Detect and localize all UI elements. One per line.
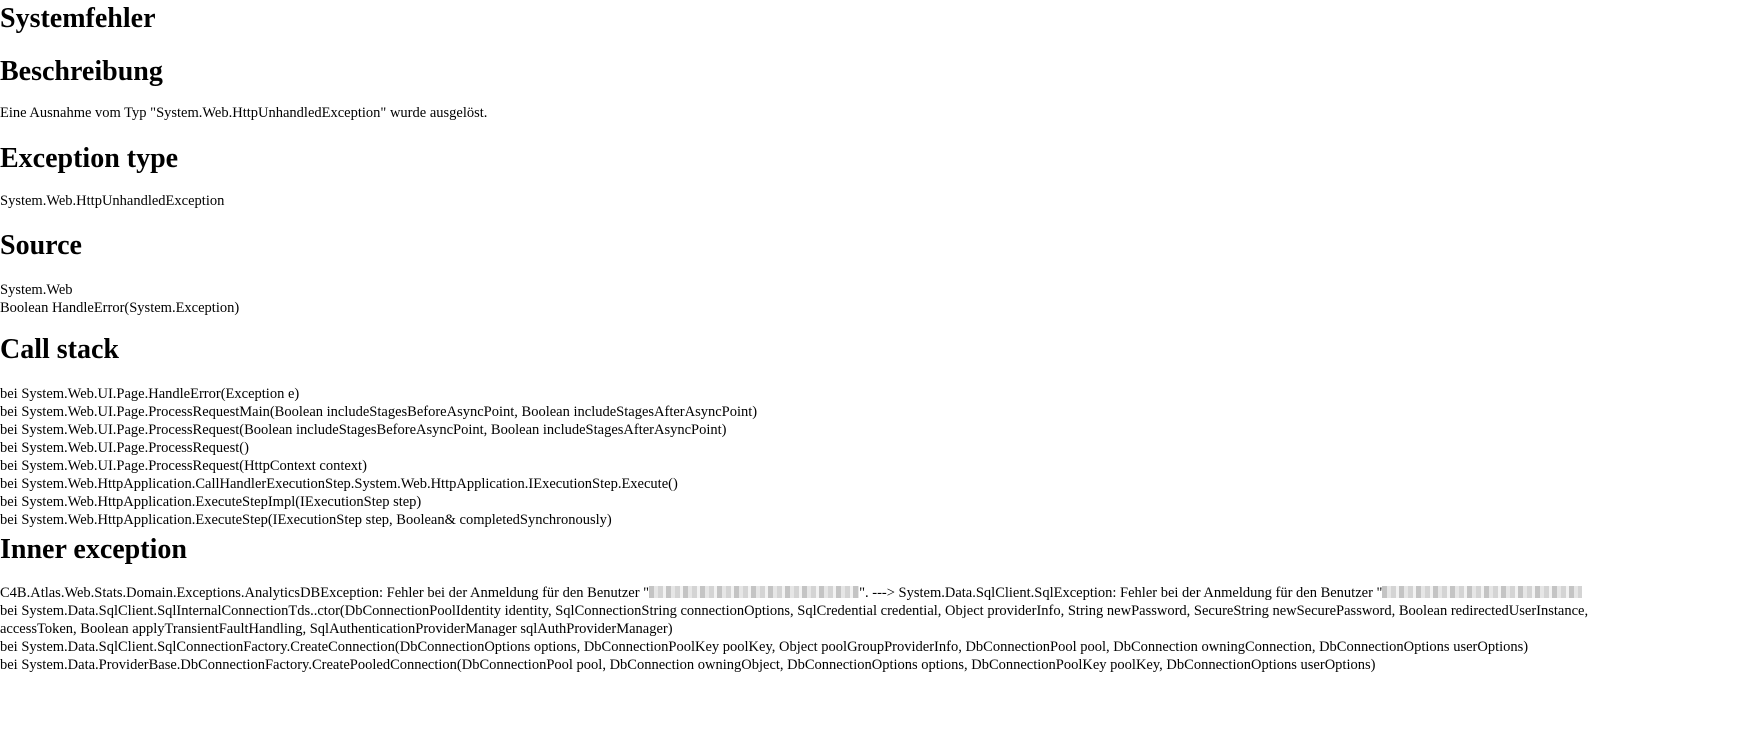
- source-heading: Source: [0, 230, 82, 261]
- call-stack-line: bei System.Web.UI.Page.HandleError(Exception e): [0, 386, 300, 402]
- exception-type-heading: Exception type: [0, 143, 179, 174]
- call-stack-line: bei System.Web.UI.Page.ProcessRequest(Boolean includeStagesBeforeAsyncPoint, Boolean includeStagesAfterAsyncPoint): [0, 422, 727, 438]
- inner-exception-block: [0, 584, 1588, 674]
- source-assembly: System.Web: [0, 282, 73, 298]
- description-text: Eine Ausnahme vom Typ "System.Web.HttpUnhandledException" wurde ausgelöst.: [0, 105, 488, 121]
- call-stack-line: bei System.Web.UI.Page.ProcessRequestMain(Boolean includeStagesBeforeAsyncPoint, Boolean includeStagesAfterAsyncPoint): [0, 404, 758, 420]
- inner-exception-line: bei System.Data.SqlClient.SqlInternalConnectionTds..ctor(DbConnectionPoolIdentity identity, SqlConnectionString connectionOptions, SqlCredential credential, Object providerInfo, String newPassword, SecureString newSecurePassword, Boolean redirectedUserInstance,: [0, 603, 1589, 619]
- call-stack-line: bei System.Web.HttpApplication.ExecuteStep(IExecutionStep step, Boolean& completedSynchronously): [0, 512, 612, 528]
- redacted-username-2: [1382, 586, 1582, 598]
- inner-exception-text-part2: ". ---> System.Data.SqlClient.SqlException: Fehler bei der Anmeldung für den Benutzer ": [859, 585, 1383, 601]
- inner-exception-heading: Inner exception: [0, 534, 187, 565]
- call-stack-line: bei System.Web.HttpApplication.ExecuteStepImpl(IExecutionStep step): [0, 494, 422, 510]
- call-stack-heading: Call stack: [0, 334, 119, 365]
- inner-exception-line: bei System.Data.ProviderBase.DbConnectionFactory.CreatePooledConnection(DbConnectionPool pool, DbConnection owningObject, DbConnectionOptions options, DbConnectionPoolKey poolKey, DbConnectionOptions userOptions): [0, 657, 1376, 673]
- page-title: Systemfehler: [0, 3, 156, 34]
- inner-exception-text-part1: C4B.Atlas.Web.Stats.Domain.Exceptions.AnalyticsDBException: Fehler bei der Anmeldung für den Benutzer ": [0, 585, 650, 601]
- inner-exception-line: accessToken, Boolean applyTransientFaultHandling, SqlAuthenticationProviderManager sqlAuthProviderManager): [0, 621, 673, 637]
- exception-type-text: System.Web.HttpUnhandledException: [0, 193, 225, 209]
- inner-exception-first-line: [0, 584, 1588, 602]
- call-stack-line: bei System.Web.UI.Page.ProcessRequest(HttpContext context): [0, 458, 367, 474]
- inner-exception-line: bei System.Data.SqlClient.SqlConnectionFactory.CreateConnection(DbConnectionOptions options, DbConnectionPoolKey poolKey, Object poolGroupProviderInfo, DbConnectionPool pool, DbConnection owningConnection, DbConnectionOptions userOptions): [0, 639, 1529, 655]
- call-stack-line: bei System.Web.UI.Page.ProcessRequest(): [0, 440, 249, 456]
- call-stack-line: bei System.Web.HttpApplication.CallHandlerExecutionStep.System.Web.HttpApplication.IExecutionStep.Execute(): [0, 476, 678, 492]
- source-method: Boolean HandleError(System.Exception): [0, 300, 240, 316]
- source-block: [0, 281, 239, 317]
- description-heading: Beschreibung: [0, 56, 163, 87]
- call-stack-block: [0, 385, 757, 529]
- redacted-username-1: [649, 586, 859, 598]
